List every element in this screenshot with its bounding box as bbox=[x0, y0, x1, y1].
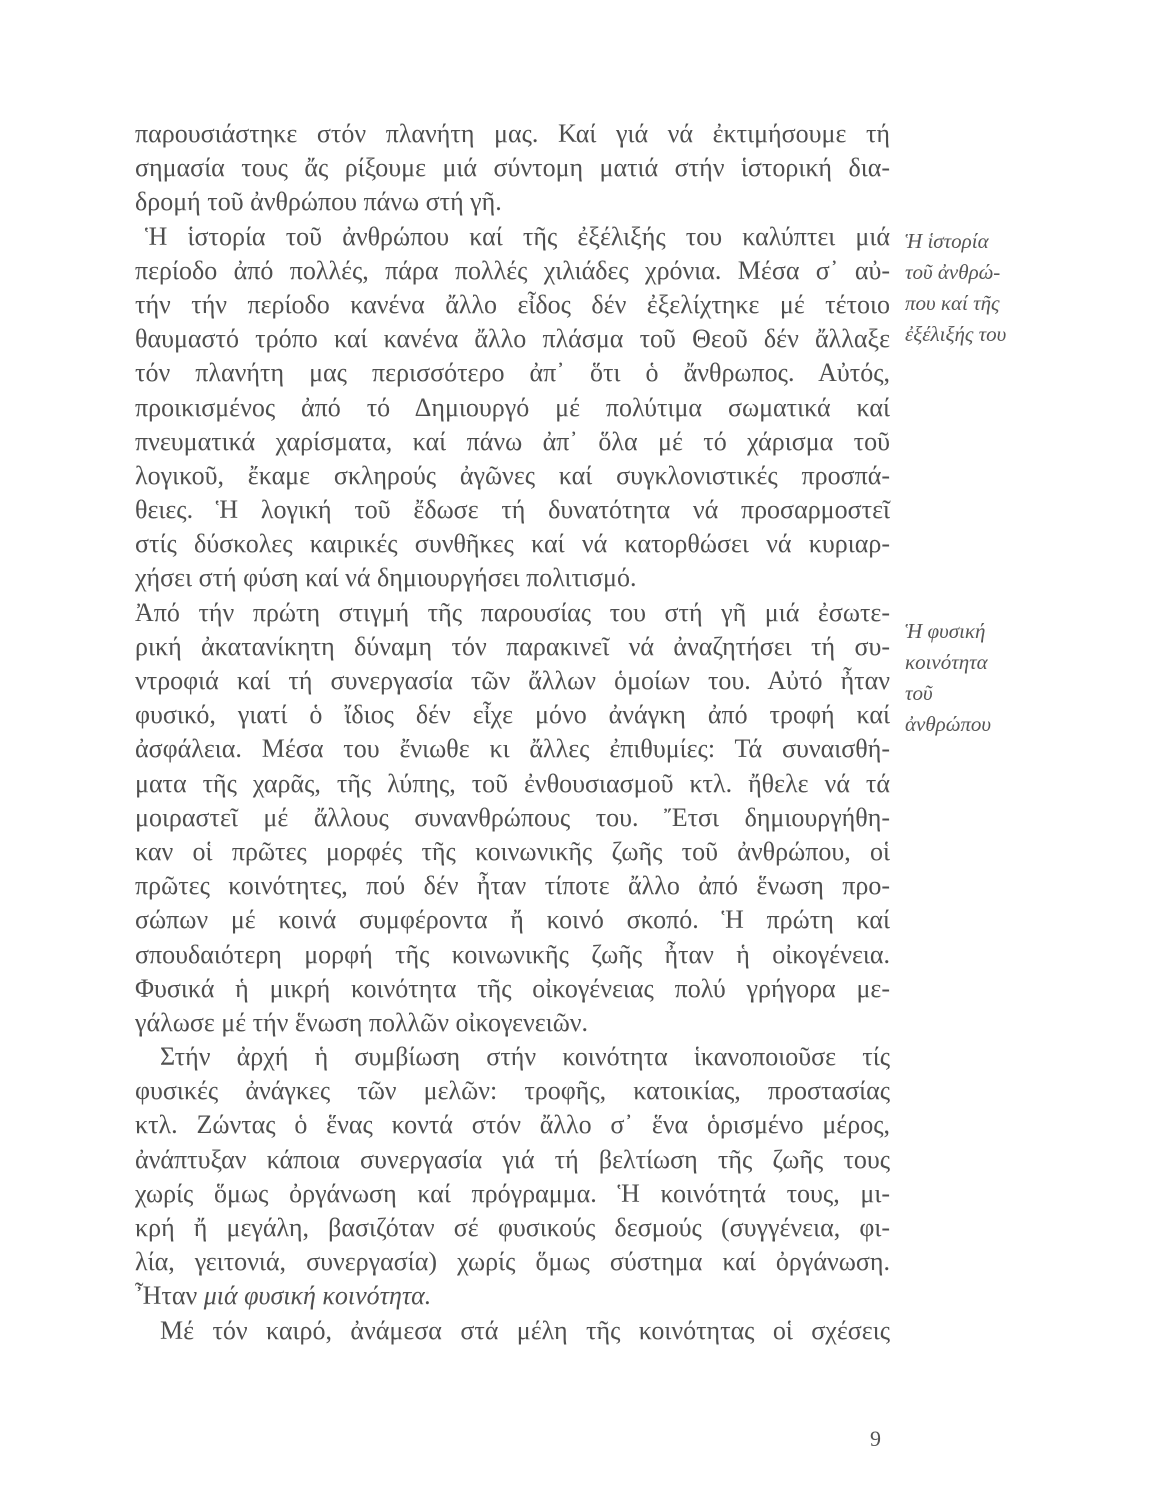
body-text bbox=[135, 117, 890, 1348]
text-line bbox=[135, 1108, 890, 1142]
text-line-content: παρουσιάστηκε στόν πλανήτη μας. Καί γιά νά ἐκτιμήσουμε τή bbox=[135, 119, 890, 148]
text-line bbox=[135, 835, 890, 869]
text-line-content: Ἀπό τήν πρώτη στιγμή τῆς παρουσίας του στή γῆ μιά ἐσωτε- bbox=[135, 597, 890, 627]
text-line-content: Μέ τόν καιρό, ἀνάμεσα στά μέλη τῆς κοινότητας οἱ σχέσεις bbox=[160, 1315, 890, 1345]
text-line-content: Φυσικά ἡ μικρή κοινότητα τῆς οἰκογένειας πολύ γρήγορα με- bbox=[135, 973, 890, 1003]
text-line-content: περίοδο ἀπό πολλές, πάρα πολλές χιλιάδες χρόνια. Μέσα σ᾽ αὐ- bbox=[135, 255, 890, 285]
text-line-content: Στήν ἀρχή ἡ συμβίωση στήν κοινότητα ἱκανοποιοῦσε τίς bbox=[160, 1042, 890, 1072]
text-line-content: ἀσφάλεια. Μέσα του ἔνιωθε κι ἄλλες ἐπιθυμίες: Τά συναισθή- bbox=[135, 734, 890, 764]
text-line-content: ματα τῆς χαρᾶς, τῆς λύπης, τοῦ ἐνθουσιασμοῦ κτλ. ἤθελε νά τά bbox=[135, 768, 890, 798]
text-line bbox=[135, 903, 890, 937]
text-line-content: σπουδαιότερη μορφή τῆς κοινωνικῆς ζωῆς ἦταν ἡ οἰκογένεια. bbox=[135, 939, 890, 969]
text-line-content: φυσικό, γιατί ὁ ἴδιος δέν εἶχε μόνο ἀνάγκη ἀπό τροφή καί bbox=[135, 700, 890, 730]
text-line-content: φυσικές ἀνάγκες τῶν μελῶν: τροφῆς, κατοικίας, προστασίας bbox=[135, 1076, 890, 1106]
text-line bbox=[135, 664, 890, 698]
text-line-content: πνευματικά χαρίσματα, καί πάνω ἀπ᾽ ὅλα μέ τό χάρισμα τοῦ bbox=[135, 426, 890, 456]
text-line bbox=[135, 1177, 890, 1211]
margin-note-line: κοινότητα bbox=[905, 650, 988, 674]
text-line-content: χωρίς ὅμως ὀργάνωση καί πρόγραμμα. Ἡ κοινότητά τους, μι- bbox=[135, 1178, 890, 1208]
text-line bbox=[135, 288, 890, 322]
text-line bbox=[135, 1074, 890, 1108]
margin-note-line: Ἡ φυσική bbox=[905, 619, 986, 643]
text-line-content: πρῶτες κοινότητες, πού δέν ἦταν τίποτε ἄλλο ἀπό ἕνωση προ- bbox=[135, 871, 890, 901]
margin-note-natural-community bbox=[905, 616, 991, 740]
text-line-content: Ἡ ἱστορία τοῦ ἀνθρώπου καί τῆς ἐξέλιξής του καλύπτει μιά bbox=[145, 221, 890, 251]
text-line bbox=[135, 561, 890, 595]
text-line bbox=[135, 185, 890, 219]
margin-note-history bbox=[905, 226, 1006, 350]
text-line bbox=[135, 1211, 890, 1245]
text-line bbox=[135, 596, 890, 630]
text-line bbox=[135, 356, 890, 390]
text-line bbox=[135, 527, 890, 561]
margin-note-line: που καί τῆς bbox=[905, 291, 1000, 315]
text-line-content: χήσει στή φύση καί νά δημιουργήσει πολιτισμό. bbox=[135, 563, 637, 593]
text-line bbox=[135, 1245, 890, 1279]
text-line bbox=[135, 117, 890, 151]
page-number: 9 bbox=[870, 1426, 881, 1451]
text-line-content: κτλ. Ζώντας ὁ ἕνας κοντά στόν ἄλλο σ᾽ ἕνα ὁρισμένο μέρος, bbox=[135, 1110, 890, 1140]
text-line bbox=[135, 493, 890, 527]
text-line-content: σημασία τους ἄς ρίξουμε μιά σύντομη ματιά στήν ἱστορική δια- bbox=[135, 153, 890, 183]
text-line-content: κρή ἤ μεγάλη, βασιζόταν σέ φυσικούς δεσμούς (συγγένεια, φι- bbox=[135, 1213, 890, 1242]
text-line-content: σώπων μέ κοινά συμφέροντα ἤ κοινό σκοπό. Ἡ πρώτη καί bbox=[135, 905, 890, 935]
text-line bbox=[135, 459, 890, 493]
text-line-content: τήν τήν περίοδο κανένα ἄλλο εἶδος δέν ἐξελίχτηκε μέ τέτοιο bbox=[135, 289, 890, 319]
text-line bbox=[135, 1279, 890, 1313]
text-line-content: στίς δύσκολες καιρικές συνθῆκες καί νά κατορθώσει νά κυριαρ- bbox=[135, 529, 890, 559]
text-line bbox=[135, 630, 890, 664]
text-line-content: γάλωσε μέ τήν ἕνωση πολλῶν οἰκογενειῶν. bbox=[135, 1007, 589, 1037]
text-line bbox=[135, 767, 890, 801]
margin-note-line: Ἡ ἱστορία bbox=[905, 229, 989, 253]
text-line-content: προικισμένος ἀπό τό Δημιουργό μέ πολύτιμα σωματικά καί bbox=[135, 392, 890, 422]
text-line bbox=[135, 391, 890, 425]
text-line bbox=[135, 938, 890, 972]
text-line-content: δρομή τοῦ ἀνθρώπου πάνω στή γῆ. bbox=[135, 187, 502, 217]
text-line bbox=[135, 425, 890, 459]
text-line-content: τόν πλανήτη μας περισσότερο ἀπ᾽ ὅτι ὁ ἄνθρωπος. Αὐτός, bbox=[135, 358, 890, 388]
text-line-content: θαυμαστό τρόπο καί κανένα ἄλλο πλάσμα τοῦ Θεοῦ δέν ἄλλαξε bbox=[135, 324, 890, 354]
text-line bbox=[135, 1006, 890, 1040]
text-line bbox=[135, 220, 890, 254]
text-line bbox=[135, 698, 890, 732]
text-line-content: λογικοῦ, ἔκαμε σκληρούς ἀγῶνες καί συγκλονιστικές προσπά- bbox=[135, 460, 890, 490]
text-line-content: Ἦταν bbox=[135, 1281, 204, 1311]
text-line bbox=[135, 254, 890, 288]
text-line bbox=[135, 732, 890, 766]
text-line bbox=[135, 972, 890, 1006]
text-line bbox=[135, 322, 890, 356]
margin-note-line: τοῦ bbox=[905, 681, 933, 705]
text-line bbox=[135, 1040, 890, 1074]
text-line-content: θειες. Ἡ λογική τοῦ ἔδωσε τή δυνατότητα νά προσαρμοστεῖ bbox=[135, 495, 890, 525]
italic-emphasis: μιά φυσική κοινότητα. bbox=[203, 1281, 432, 1311]
text-line-content: μοιραστεῖ μέ ἄλλους συνανθρώπους του. Ἔτσι δημιουργήθη- bbox=[135, 802, 890, 832]
text-line bbox=[135, 1314, 890, 1348]
text-line-content: καν οἱ πρῶτες μορφές τῆς κοινωνικῆς ζωῆς τοῦ ἀνθρώπου, οἱ bbox=[135, 836, 890, 866]
text-line-content: λία, γειτονιά, συνεργασία) χωρίς ὅμως σύστημα καί ὀργάνωση. bbox=[135, 1247, 890, 1277]
text-line bbox=[135, 151, 890, 185]
margin-note-line: τοῦ ἀνθρώ- bbox=[905, 260, 1001, 284]
text-line bbox=[135, 869, 890, 903]
text-line bbox=[135, 1143, 890, 1177]
margin-note-line: ἐξέλιξής του bbox=[905, 322, 1007, 346]
margin-note-line: ἀνθρώπου bbox=[905, 712, 992, 736]
text-line bbox=[135, 801, 890, 835]
text-line-content: ἀνάπτυξαν κάποια συνεργασία γιά τή βελτίωση τῆς ζωῆς τους bbox=[135, 1144, 890, 1174]
text-line-content: ντροφιά καί τή συνεργασία τῶν ἄλλων ὁμοίων του. Αὐτό ἦταν bbox=[135, 666, 890, 695]
text-line-content: ρική ἀκατανίκητη δύναμη τόν παρακινεῖ νά ἀναζητήσει τή συ- bbox=[135, 631, 890, 661]
